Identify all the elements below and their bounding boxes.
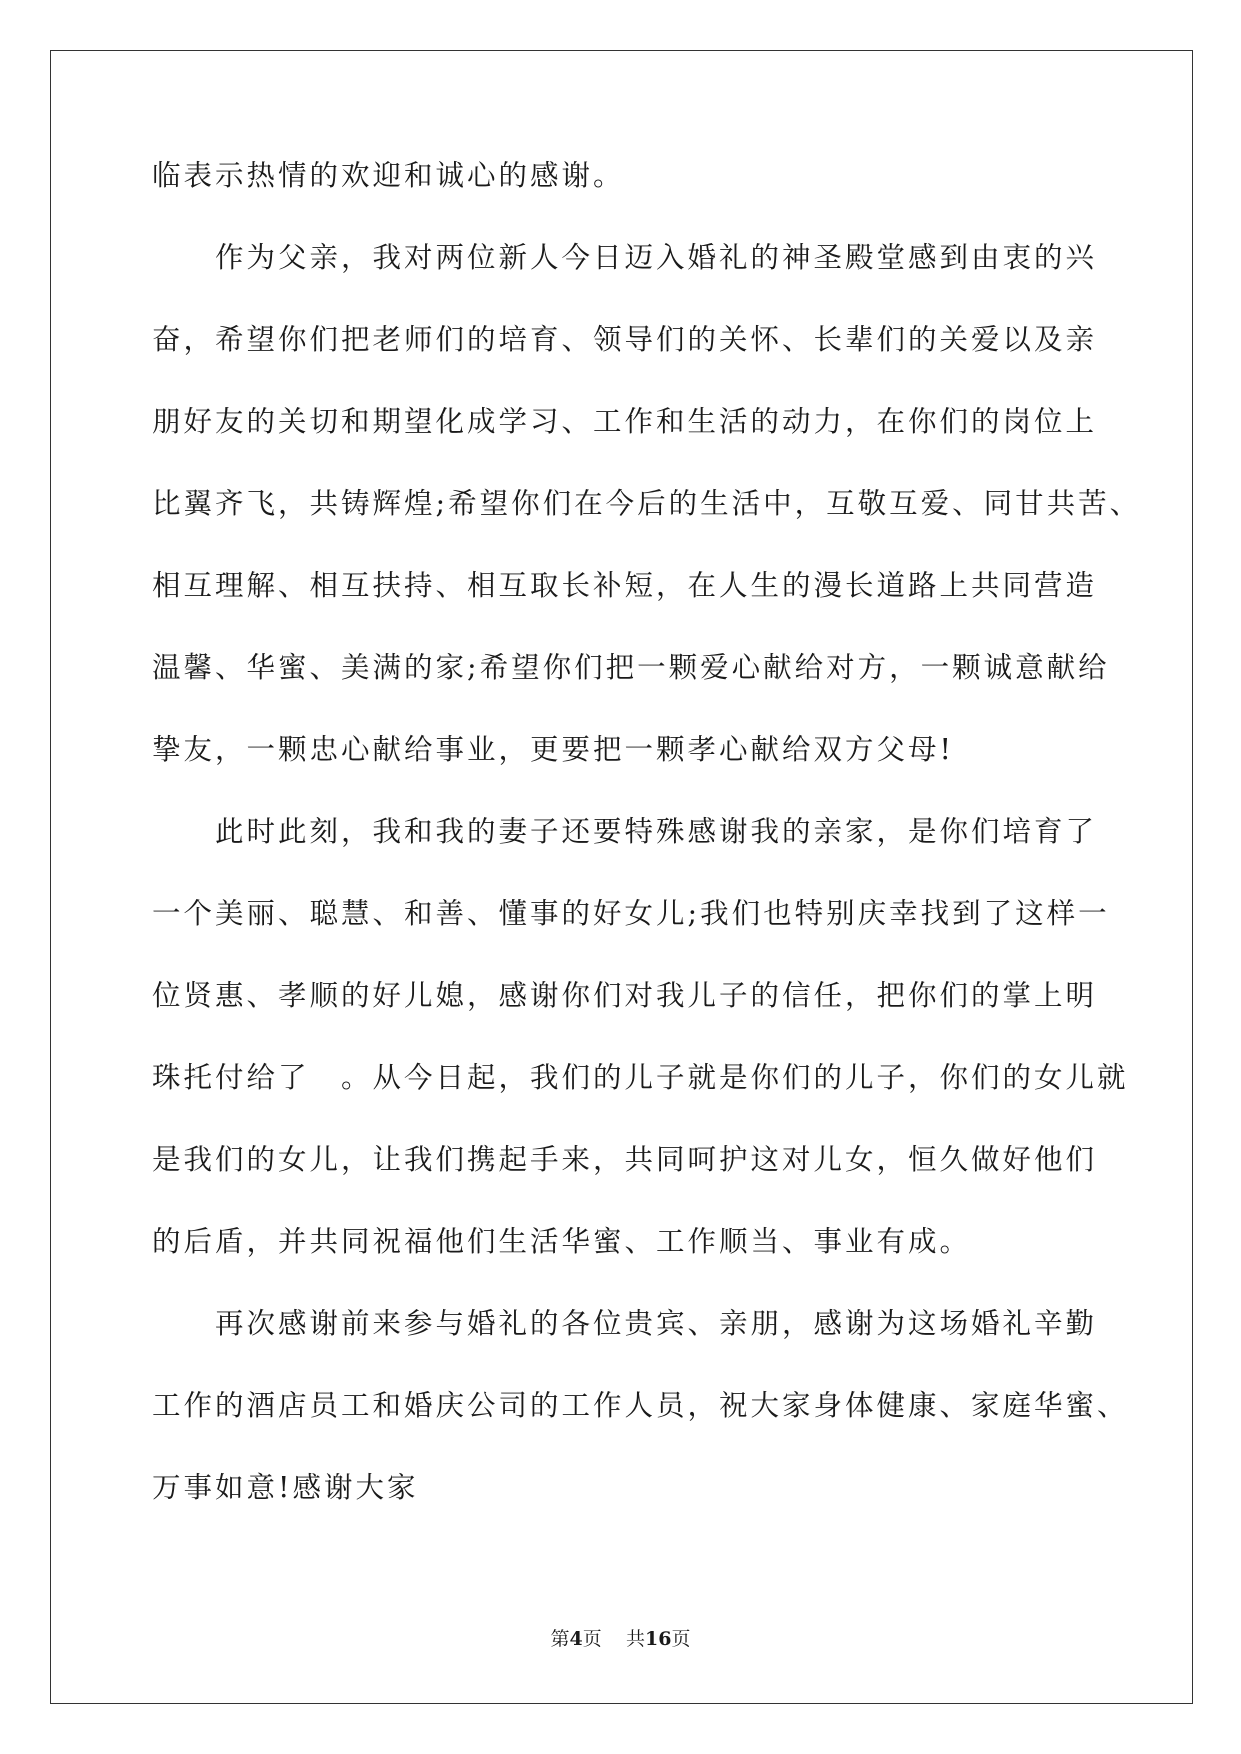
text-line: 挚友，一颗忠心献给事业，更要把一颗孝心献给双方父母! [152, 733, 954, 766]
text-line: 临表示热情的欢迎和诚心的感谢。 [152, 159, 625, 192]
page-footer [0, 1624, 1241, 1651]
page-label-suffix: 页 [582, 1628, 602, 1650]
text-line: 万事如意!感谢大家 [152, 1471, 419, 1504]
text-line: 作为父亲，我对两位新人今日迈入婚礼的神圣殿堂感到由衷的兴 [152, 241, 1098, 274]
total-label-suffix: 页 [671, 1628, 691, 1650]
page-label-prefix: 第 [550, 1628, 570, 1650]
text-line: 一个美丽、聪慧、和善、懂事的好女儿;我们也特别庆幸找到了这样一 [152, 897, 1110, 930]
text-line: 工作的酒店员工和婚庆公司的工作人员，祝大家身体健康、家庭华蜜、 [152, 1389, 1129, 1422]
text-line: 此时此刻，我和我的妻子还要特殊感谢我的亲家，是你们培育了 [152, 815, 1098, 848]
text-line: 珠托付给了 。从今日起，我们的儿子就是你们的儿子，你们的女儿就 [152, 1061, 1129, 1094]
text-line: 比翼齐飞，共铸辉煌;希望你们在今后的生活中，互敬互爱、同甘共苦、 [152, 487, 1142, 520]
text-line: 相互理解、相互扶持、相互取长补短，在人生的漫长道路上共同营造 [152, 569, 1098, 602]
total-pages: 16 [644, 1628, 672, 1650]
text-line: 朋好友的关切和期望化成学习、工作和生活的动力，在你们的岗位上 [152, 405, 1098, 438]
total-label-prefix: 共 [625, 1628, 645, 1650]
page-number: 4 [569, 1628, 583, 1650]
text-line: 温馨、华蜜、美满的家;希望你们把一颗爱心献给对方，一颗诚意献给 [152, 651, 1110, 684]
text-line: 位贤惠、孝顺的好儿媳，感谢你们对我儿子的信任，把你们的掌上明 [152, 979, 1098, 1012]
text-line: 是我们的女儿，让我们携起手来，共同呵护这对儿女，恒久做好他们 [152, 1143, 1098, 1176]
text-line: 的后盾，并共同祝福他们生活华蜜、工作顺当、事业有成。 [152, 1225, 972, 1258]
text-line: 再次感谢前来参与婚礼的各位贵宾、亲朋，感谢为这场婚礼辛勤 [152, 1307, 1098, 1340]
document-body [152, 159, 1142, 1556]
text-line: 奋，希望你们把老师们的培育、领导们的关怀、长辈们的关爱以及亲 [152, 323, 1098, 356]
